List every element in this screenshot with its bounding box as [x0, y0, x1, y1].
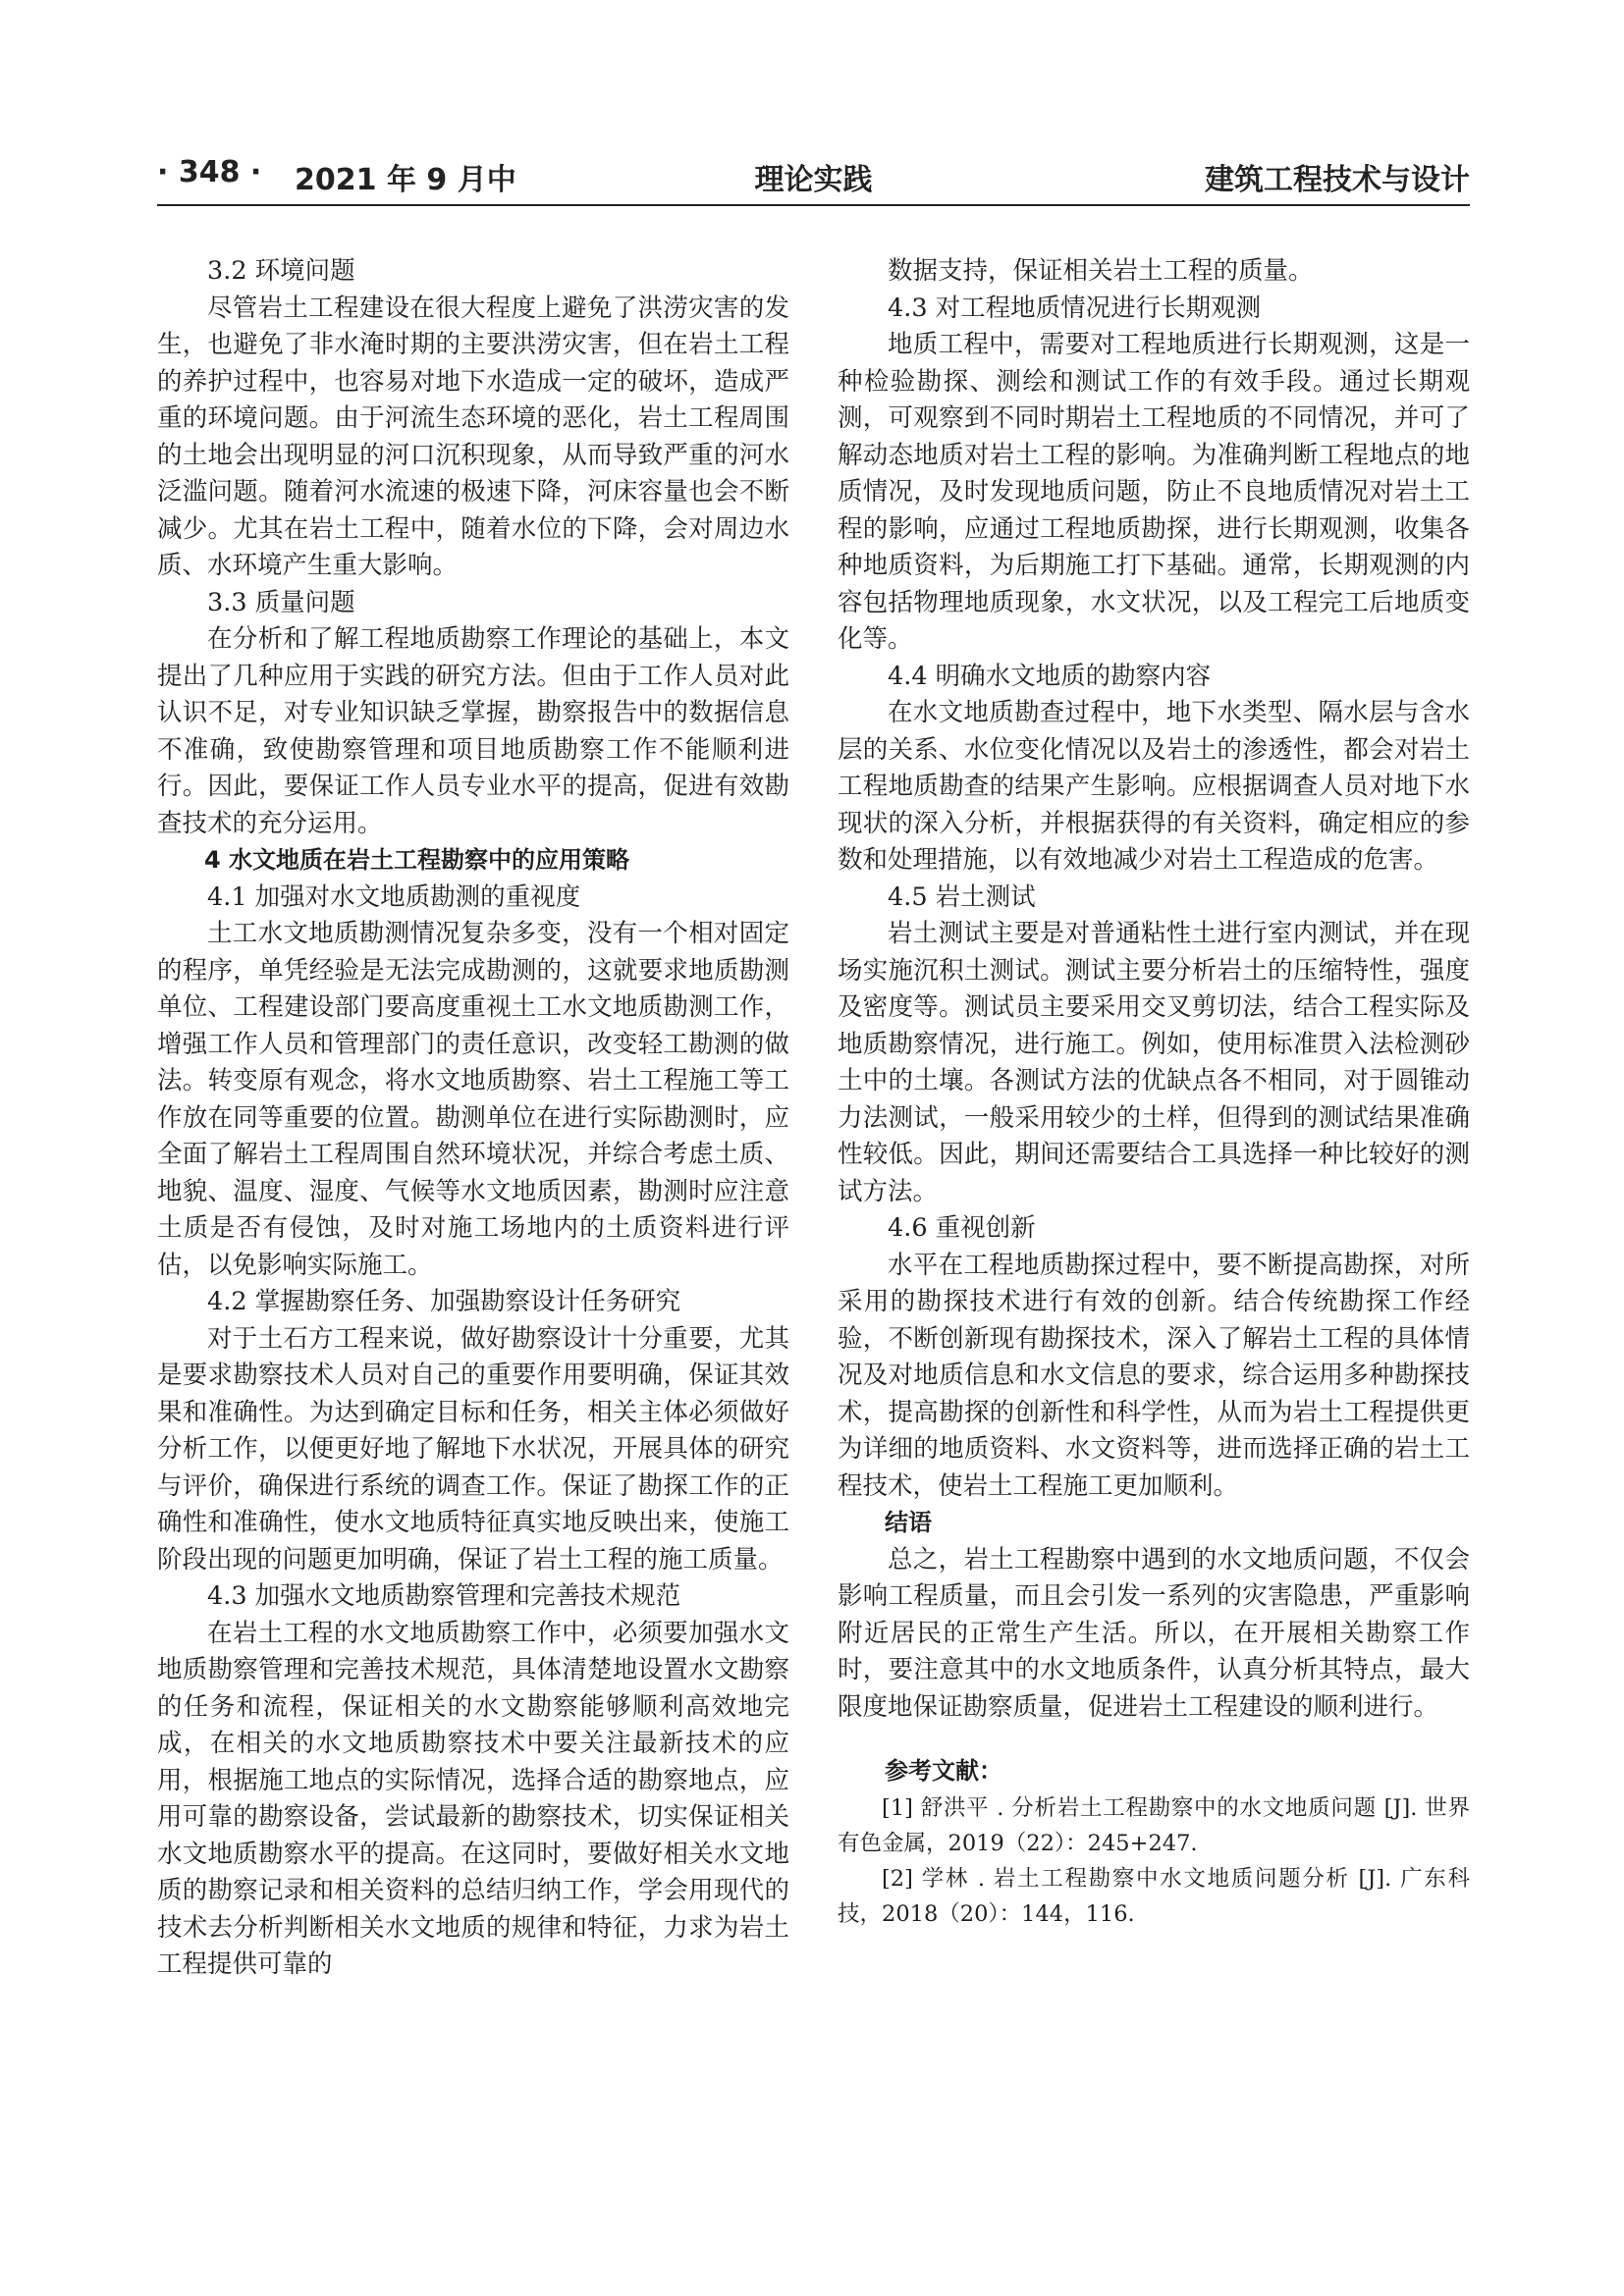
reference-1: [1] 舒洪平 . 分析岩土工程勘察中的水文地质问题 [J]. 世界有色金属，2019（22）：245+247.	[838, 1794, 1470, 1856]
section-4-3b-paragraph: 地质工程中，需要对工程地质进行长期观测，这是一种检验勘探、测绘和测试工作的有效手段。通过长期观测，可观察到不同时期岩土工程地质的不同情况，并可了解动态地质对岩土工程的影响。为准确判断工程地点的地质情况，及时发现地质问题，防止不良地质情况对岩土工程的影响，应通过工程地质勘探，进行长期观测，收集各种地质资料，为后期施工打下基础。通常，长期观测的内容包括物理地质现象，水文状况，以及工程完工后地质变化等。	[838, 330, 1470, 654]
section-name: 理论实践	[754, 163, 873, 197]
page-number: · 348 ·	[157, 155, 262, 189]
section-4-6-title: 4.6 重视创新	[888, 1213, 1036, 1243]
continued-paragraph: 数据支持，保证相关岩土工程的质量。	[888, 256, 1314, 286]
right-column	[838, 253, 1470, 1932]
left-column	[157, 253, 789, 1984]
section-4-2-title: 4.2 掌握勘察任务、加强勘察设计任务研究	[207, 1287, 681, 1316]
reference-2: [2] 学林 . 岩土工程勘察中水文地质问题分析 [J]. 广东科技，2018（20）：144，116.	[838, 1865, 1470, 1927]
page-header	[157, 155, 1470, 204]
journal-name: 建筑工程技术与设计	[1205, 163, 1470, 197]
section-4-4-title: 4.4 明确水文地质的勘察内容	[888, 661, 1212, 691]
section-4-3-paragraph: 在岩土工程的水文地质勘察工作中，必须要加强水文地质勘察管理和完善技术规范，具体清楚地设置水文勘察的任务和流程，保证相关的水文勘察能够顺利高效地完成，在相关的水文地质勘察技术中要关注最新技术的应用，根据施工地点的实际情况，选择合适的勘察地点，应用可靠的勘察设备，尝试最新的勘察技术，切实保证相关水文地质勘察水平的提高。在这同时，要做好相关水文地质的勘察记录和相关资料的总结归纳工作，学会用现代的技术去分析判断相关水文地质的规律和特征，力求为岩土工程提供可靠的	[157, 1618, 789, 1979]
section-4-2-paragraph: 对于土石方工程来说，做好勘察设计十分重要，尤其是要求勘察技术人员对自己的重要作用要明确，保证其效果和准确性。为达到确定目标和任务，相关主体必须做好分析工作，以便更好地了解地下水状况，开展具体的研究与评价，确保进行系统的调查工作。保证了勘探工作的正确性和准确性，使水文地质特征真实地反映出来，使施工阶段出现的问题更加明确，保证了岩土工程的施工质量。	[157, 1323, 789, 1575]
section-3-3-paragraph: 在分析和了解工程地质勘察工作理论的基础上，本文提出了几种应用于实践的研究方法。但由于工作人员对此认识不足，对专业知识缺乏掌握，勘察报告中的数据信息不准确，致使勘察管理和项目地质勘察工作不能顺利进行。因此，要保证工作人员专业水平的提高，促进有效勘查技术的充分运用。	[157, 624, 789, 838]
section-4-6-paragraph: 水平在工程地质勘探过程中，要不断提高勘探，对所采用的勘探技术进行有效的创新。结合传统勘探工作经验，不断创新现有勘探技术，深入了解岩土工程的具体情况及对地质信息和水文信息的要求，综合运用多种勘探技术，提高勘探的创新性和科学性，从而为岩土工程提供更为详细的地质资料、水文资料等，进而选择正确的岩土工程技术，使岩土工程施工更加顺利。	[838, 1250, 1470, 1501]
section-4-5-paragraph: 岩土测试主要是对普通粘性土进行室内测试，并在现场实施沉积土测试。测试主要分析岩土的压缩特性，强度及密度等。测试员主要采用交叉剪切法，结合工程实际及地质勘察情况，进行施工。例如，使用标准贯入法检测砂土中的土壤。各测试方法的优缺点各不相同，对于圆锥动力法测试，一般采用较少的土样，但得到的测试结果准确性较低。因此，期间还需要结合工具选择一种比较好的测试方法。	[838, 919, 1470, 1206]
header-rule	[157, 204, 1470, 206]
conclusion-paragraph: 总之，岩土工程勘察中遇到的水文地质问题，不仅会影响工程质量，而且会引发一系列的灾害隐患，严重影响附近居民的正常生产生活。所以，在开展相关勘察工作时，要注意其中的水文地质条件，认真分析其特点，最大限度地保证勘察质量，促进岩土工程建设的顺利进行。	[838, 1544, 1470, 1722]
conclusion-title: 结语	[885, 1509, 932, 1536]
section-4-5-title: 4.5 岩土测试	[888, 881, 1036, 912]
section-4-title: 4 水文地质在岩土工程勘察中的应用策略	[204, 846, 630, 874]
section-3-3-title: 3.3 质量问题	[207, 587, 355, 617]
section-4-1-paragraph: 土工水文地质勘测情况复杂多变，没有一个相对固定的程序，单凭经验是无法完成勘测的，这就要求地质勘测单位、工程建设部门要高度重视土工水文地质勘测工作，增强工作人员和管理部门的责任意识，改变轻工勘测的做法。转变原有观念，将水文地质勘察、岩土工程施工等工作放在同等重要的位置。勘测单位在进行实际勘测时，应全面了解岩土工程周围自然环境状况，并综合考虑土质、地貌、温度、湿度、气候等水文地质因素，勘测时应注意土质是否有侵蚀，及时对施工场地内的土质资料进行评估，以免影响实际施工。	[157, 919, 789, 1280]
section-3-2-paragraph: 尽管岩土工程建设在很大程度上避免了洪涝灾害的发生，也避免了非水淹时期的主要洪涝灾害，但在岩土工程的养护过程中，也容易对地下水造成一定的破坏，造成严重的环境问题。由于河流生态环境的恶化，岩土工程周围的土地会出现明显的河口沉积现象，从而导致严重的河水泛滥问题。随着河水流速的极速下降，河床容量也会不断减少。尤其在岩土工程中，随着水位的下降，会对周边水质、水环境产生重大影响。	[157, 293, 789, 580]
references-title: 参考文献：	[885, 1757, 1002, 1785]
section-4-4-paragraph: 在水文地质勘查过程中，地下水类型、隔水层与含水层的关系、水位变化情况以及岩土的渗透性，都会对岩土工程地质勘查的结果产生影响。应根据调查人员对地下水现状的深入分析，并根据获得的有关资料，确定相应的参数和处理措施，以有效地减少对岩土工程造成的危害。	[838, 698, 1470, 875]
issue-date: 2021 年 9 月中	[295, 163, 516, 197]
section-4-3b-title: 4.3 对工程地质情况进行长期观测	[888, 293, 1262, 323]
section-4-1-title: 4.1 加强对水文地质勘测的重视度	[207, 881, 581, 912]
section-4-3-title: 4.3 加强水文地质勘察管理和完善技术规范	[207, 1581, 681, 1611]
section-3-2-title: 3.2 环境问题	[207, 256, 355, 286]
